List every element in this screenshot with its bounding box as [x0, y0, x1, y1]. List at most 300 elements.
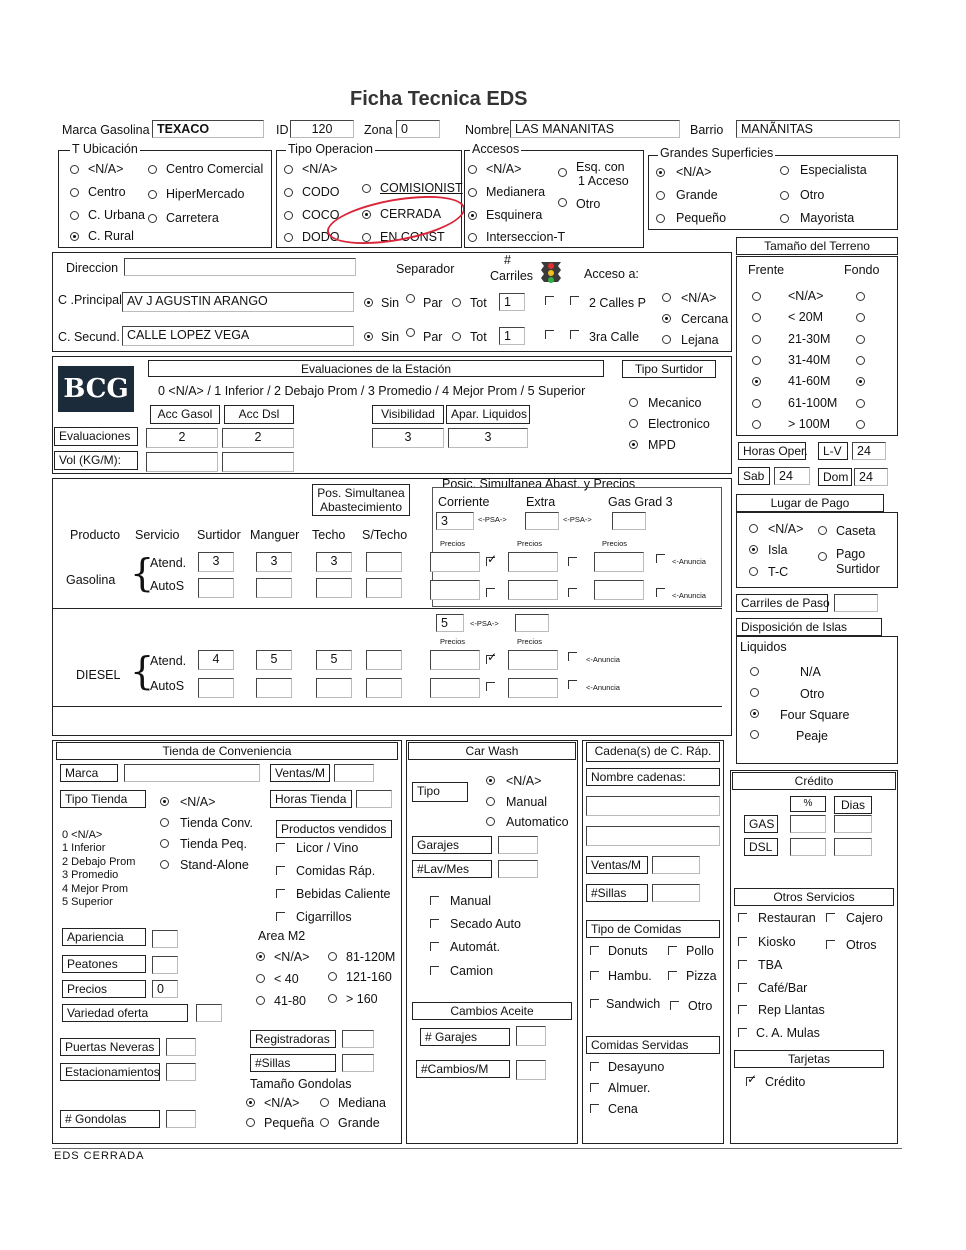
horas-tienda-label: Horas Tienda — [270, 790, 352, 808]
col-producto: Producto — [70, 528, 121, 542]
carwash-tipo-label: Tipo — [412, 782, 468, 802]
gas-atend-stecho-field[interactable] — [366, 552, 402, 572]
prod-cigarrillos-check[interactable] — [276, 912, 285, 921]
dsl-atend-precio-extra[interactable] — [508, 650, 558, 670]
gas-atend-precio-grad3[interactable] — [594, 552, 644, 572]
puertas-field[interactable] — [166, 1038, 196, 1056]
gas-credito-label: GAS — [744, 815, 778, 833]
n-garajes-label: # Garajes — [420, 1028, 510, 1046]
tienda-na-radio[interactable] — [160, 797, 169, 806]
otros-servicios-header: Otros Servicios — [734, 888, 894, 906]
dsl-atend-anuncia-corr-check[interactable] — [486, 655, 495, 664]
acc-opt: Esq. con — [576, 160, 625, 174]
acc-radio-esquinera[interactable] — [468, 211, 477, 220]
desayuno-check[interactable] — [590, 1062, 599, 1071]
acc-radio-esq[interactable] — [558, 168, 567, 177]
rep-llantas-check[interactable] — [738, 1005, 747, 1014]
zona-field[interactable]: 0 — [396, 120, 440, 138]
precios-label: Precios — [517, 539, 543, 548]
n-cambios-field[interactable] — [516, 1060, 546, 1080]
gondolas-label: # Gondolas — [60, 1110, 160, 1128]
nombre-cadenas-field-1[interactable] — [586, 796, 720, 816]
sandwich-check[interactable] — [590, 999, 599, 1008]
gas-atend-techo-field[interactable]: 3 — [316, 552, 352, 572]
otros-opt: Otros — [846, 938, 877, 952]
dsl-atend-manguer-field[interactable]: 5 — [256, 650, 292, 670]
tipo-operacion-label: Tipo Operacion — [288, 142, 373, 156]
estacionamientos-field[interactable] — [166, 1063, 196, 1081]
gas-autos-anuncia-extra-check[interactable] — [568, 588, 577, 597]
secund-3ra-check[interactable] — [570, 330, 579, 339]
marca-field[interactable]: TEXACO — [152, 120, 264, 138]
ubicacion-opt: Carretera — [166, 211, 219, 225]
registradoras-field[interactable] — [342, 1030, 374, 1048]
prod-opt: Cigarrillos — [296, 910, 352, 924]
terreno-option-label: <N/A> — [788, 289, 824, 303]
precios-label: Precios — [440, 539, 466, 548]
nombre-label: Nombre — [465, 123, 510, 137]
cajero-check[interactable] — [826, 913, 835, 922]
vol-gasol-field[interactable] — [146, 452, 218, 472]
tarjetas-header: Tarjetas — [734, 1050, 884, 1068]
gas-grad3-field[interactable] — [612, 512, 646, 530]
op-opt: CODO — [302, 185, 340, 199]
surtidor-mpd-radio[interactable] — [629, 440, 638, 449]
tienda-opt: Tienda Peq. — [180, 837, 247, 851]
ubicacion-opt: C. Urbana — [88, 208, 145, 222]
frente-label: Frente — [748, 263, 785, 277]
ubicacion-radio-carretera[interactable] — [148, 214, 157, 223]
evaluaciones-header: Evaluaciones de la Estación — [148, 360, 604, 377]
secund-field[interactable]: CALLE LOPEZ VEGA — [122, 326, 354, 346]
gas-autos-stecho-field[interactable] — [366, 578, 402, 598]
horas-tienda-field[interactable] — [356, 790, 392, 808]
tienda-ventas-field[interactable] — [334, 764, 374, 782]
fondo-radio[interactable] — [856, 420, 865, 429]
ubicacion-radio-centro[interactable] — [70, 188, 79, 197]
cw-camion-check[interactable] — [430, 966, 439, 975]
surtidor-opt: MPD — [648, 438, 676, 452]
principal-check-a[interactable] — [545, 296, 554, 305]
gas-atend-precio-corr[interactable] — [430, 552, 480, 572]
fondo-radio[interactable] — [856, 335, 865, 344]
tienda-marca-field[interactable] — [124, 764, 260, 782]
puertas-label: Puertas Neveras — [60, 1038, 160, 1056]
apariencia-field[interactable] — [152, 930, 178, 948]
frente-radio[interactable] — [752, 399, 761, 408]
op-radio-comisionist[interactable] — [362, 184, 371, 193]
islas-na-radio[interactable] — [750, 667, 759, 676]
prod-licor-check[interactable] — [276, 843, 285, 852]
gond-mediana-radio[interactable] — [320, 1098, 329, 1107]
precios-label-tienda: Precios — [62, 980, 146, 998]
nombre-cadenas-field-2[interactable] — [586, 826, 720, 846]
secund-sin-radio[interactable] — [364, 332, 373, 341]
diesel-label: DIESEL — [76, 668, 121, 682]
horas-oper-label: Horas Oper. — [738, 442, 806, 460]
acceso-lejana-radio[interactable] — [662, 335, 671, 344]
lv-field[interactable]: 24 — [852, 442, 886, 460]
fondo-radio[interactable] — [856, 356, 865, 365]
area-41-radio[interactable] — [256, 996, 265, 1005]
islas-foursquare-radio[interactable] — [750, 709, 759, 718]
gas-autos-manguer-field[interactable] — [256, 578, 292, 598]
frente-radio[interactable] — [752, 356, 761, 365]
n-garajes-field[interactable] — [516, 1026, 546, 1046]
dsl-atend-stecho-field[interactable] — [366, 650, 402, 670]
op-radio-coco[interactable] — [284, 211, 293, 220]
dsl-atend-surtidor-field[interactable]: 4 — [198, 650, 234, 670]
pago-tc-radio[interactable] — [749, 567, 758, 576]
dsl-autos-precio-corr[interactable] — [430, 678, 480, 698]
carwash-auto-radio[interactable] — [486, 817, 495, 826]
gas-autos-anuncia-corr-check[interactable] — [486, 588, 495, 597]
dsl-autos-surtidor-field[interactable] — [198, 678, 234, 698]
pago-opt: <N/A> — [768, 522, 804, 536]
prod-opt: Bebidas Caliente — [296, 887, 391, 901]
credito-header: Crédito — [732, 772, 896, 790]
acc-opt: <N/A> — [486, 162, 522, 176]
dias-label: Dias — [834, 796, 872, 814]
secund-check-a[interactable] — [545, 330, 554, 339]
credito-card-check[interactable] — [746, 1077, 755, 1086]
dom-field[interactable]: 24 — [854, 468, 888, 486]
apar-liquidos-field[interactable]: 3 — [448, 428, 528, 448]
peatones-field[interactable] — [152, 956, 178, 974]
otros-opt: TBA — [758, 958, 783, 972]
scale-item: 5 Superior — [62, 896, 113, 909]
par-label: Par — [423, 296, 443, 310]
cw-automat-check[interactable] — [430, 942, 439, 951]
gond-opt: Mediana — [338, 1096, 386, 1110]
pago-opt: Pago — [836, 547, 866, 561]
prod-comidas-check[interactable] — [276, 866, 285, 875]
gas-autos-precio-grad3[interactable] — [594, 580, 644, 600]
otros-opt: Rep Llantas — [758, 1003, 825, 1017]
dsl-autos-stecho-field[interactable] — [366, 678, 402, 698]
gond-opt: Pequeña — [264, 1116, 315, 1130]
frente-radio[interactable] — [752, 292, 761, 301]
secund-carriles-field[interactable]: 1 — [499, 327, 525, 345]
pago-opt: Caseta — [836, 524, 876, 538]
ca-mulas-check[interactable] — [738, 1028, 747, 1037]
brace-icon: { — [130, 649, 155, 693]
cadenas-ventas-label: Ventas/M — [586, 856, 648, 874]
area-opt: < 40 — [274, 972, 299, 986]
scale-item: 3 Promedio — [62, 869, 119, 882]
ubicacion-opt: <N/A> — [88, 162, 124, 176]
acc-radio-otro[interactable] — [558, 198, 567, 207]
principal-sin-radio[interactable] — [364, 298, 373, 307]
op-radio-na[interactable] — [284, 165, 293, 174]
area-40-radio[interactable] — [256, 974, 265, 983]
tot-label: Tot — [470, 330, 487, 344]
principal-carriles-field[interactable]: 1 — [499, 293, 525, 311]
scale-item: 1 Inferior — [62, 842, 106, 855]
direccion-field[interactable] — [124, 258, 356, 276]
variedad-label: Variedad oferta — [62, 1004, 188, 1022]
tamano-terreno-header: Tamaño del Terreno — [736, 237, 898, 255]
gas-atend-precio-extra[interactable] — [508, 552, 558, 572]
producto-divider — [52, 706, 722, 707]
principal-tot-radio[interactable] — [452, 298, 461, 307]
ubicacion-opt: HiperMercado — [166, 187, 245, 201]
op-opt: EN CONST — [380, 230, 445, 244]
tienda-stand-radio[interactable] — [160, 860, 169, 869]
col-manguer: Manguer — [250, 528, 300, 542]
acceso-na-radio[interactable] — [662, 293, 671, 302]
zona-label: Zona — [364, 123, 393, 137]
dsl-pct-field[interactable] — [790, 838, 826, 856]
acc-opt: Otro — [576, 197, 601, 211]
comida-opt: Sandwich — [606, 997, 661, 1011]
registradoras-label: Registradoras — [250, 1030, 336, 1048]
accesos-label: Accesos — [472, 142, 520, 156]
carwash-na-radio[interactable] — [486, 776, 495, 785]
otros-opt: Cajero — [846, 911, 883, 925]
gond-na-radio[interactable] — [246, 1098, 255, 1107]
dsl-autos-techo-field[interactable] — [316, 678, 352, 698]
prod-bebidas-check[interactable] — [276, 889, 285, 898]
garajes-label: Garajes — [412, 836, 492, 854]
carwash-opt: Manual — [506, 795, 547, 809]
servida-opt: Desayuno — [608, 1060, 665, 1074]
frente-radio[interactable] — [752, 335, 761, 344]
tipo-comidas-label: Tipo de Comidas — [586, 920, 720, 938]
area-121-radio[interactable] — [328, 972, 337, 981]
servida-opt: Cena — [608, 1102, 638, 1116]
dsl-autos-anuncia-corr-check[interactable] — [486, 682, 495, 691]
visibilidad-field[interactable]: 3 — [372, 428, 444, 448]
ubicacion-radio-rural[interactable] — [70, 232, 79, 241]
principal-2calles-check[interactable] — [570, 296, 579, 305]
op-radio-dodo[interactable] — [284, 233, 293, 242]
gas-autos-techo-field[interactable] — [316, 578, 352, 598]
pollo-check[interactable] — [668, 946, 677, 955]
cw-secado-check[interactable] — [430, 919, 439, 928]
frente-radio[interactable] — [752, 420, 761, 429]
productos-label: Productos vendidos — [276, 820, 392, 838]
fondo-radio[interactable] — [856, 399, 865, 408]
gs-opt: Grande — [676, 188, 718, 202]
islas-opt: N/A — [800, 665, 821, 679]
precios-label: Precios — [602, 539, 628, 548]
lav-field[interactable] — [498, 860, 538, 878]
gas-autos-precio-corr[interactable] — [430, 580, 480, 600]
apariencia-label: Apariencia — [62, 928, 146, 946]
terreno-option-label: 41-60M — [788, 374, 831, 389]
area-81-radio[interactable] — [328, 952, 337, 961]
dsl-dias-field[interactable] — [834, 838, 872, 856]
hambu-check[interactable] — [590, 971, 599, 980]
gas-atend-anuncia-grad3-check[interactable] — [656, 554, 665, 563]
lv-label: L-V — [818, 442, 848, 460]
ubicacion-radio-hiper[interactable] — [148, 190, 157, 199]
garajes-field[interactable] — [498, 836, 538, 854]
op-radio-codo[interactable] — [284, 188, 293, 197]
sin-label: Sin — [381, 330, 400, 344]
almuer-check[interactable] — [590, 1083, 599, 1092]
evaluaciones-scale: 0 <N/A> / 1 Inferior / 2 Debajo Prom / 3 Promedio / 4 Mejor Prom / 5 Superior — [158, 384, 586, 398]
gas-atend-manguer-field[interactable]: 3 — [256, 552, 292, 572]
area-na-radio[interactable] — [256, 952, 265, 961]
cadenas-ventas-field[interactable] — [652, 856, 700, 874]
carriles-paso-label: Carriles de Paso — [736, 594, 828, 612]
variedad-field[interactable] — [196, 1004, 222, 1022]
gas-autos-precio-extra[interactable] — [508, 580, 558, 600]
tienda-opt: <N/A> — [180, 795, 216, 809]
gond-grande-radio[interactable] — [320, 1118, 329, 1127]
vol-dsl-field[interactable] — [222, 452, 294, 472]
id-field[interactable]: 120 — [290, 120, 354, 138]
tipo-surtidor-header: Tipo Surtidor — [622, 360, 716, 378]
gond-opt: <N/A> — [264, 1096, 300, 1110]
gas-dias-field[interactable] — [834, 815, 872, 833]
otro-comida-check[interactable] — [670, 1001, 679, 1010]
secund-tot-radio[interactable] — [452, 332, 461, 341]
islas-opt: Four Square — [780, 708, 850, 722]
acc-radio-interseccion[interactable] — [468, 233, 477, 242]
tba-check[interactable] — [738, 960, 747, 969]
acc-radio-na[interactable] — [468, 165, 477, 174]
principal-field[interactable]: AV J AGUSTIN ARANGO — [122, 292, 354, 312]
pago-opt: Isla — [768, 543, 788, 557]
gas-pct-field[interactable] — [790, 815, 826, 833]
marca-label: Marca Gasolina — [62, 123, 150, 137]
tienda-peq-radio[interactable] — [160, 839, 169, 848]
ubicacion-radio-na[interactable] — [70, 165, 79, 174]
precios-field[interactable]: 0 — [152, 980, 178, 998]
gs-radio-na[interactable] — [656, 168, 665, 177]
gs-radio-pequeno[interactable] — [656, 214, 665, 223]
anuncia-label: <-Anuncia — [672, 591, 706, 600]
islas-otro-radio[interactable] — [750, 688, 759, 697]
acc-opt: 1 Acceso — [578, 174, 629, 188]
pago-isla-radio[interactable] — [749, 545, 758, 554]
gas-extra-field[interactable] — [525, 512, 559, 530]
comida-opt: Otro — [688, 999, 713, 1013]
barrio-label: Barrio — [690, 123, 724, 137]
comida-opt: Donuts — [608, 944, 648, 958]
kiosko-check[interactable] — [738, 937, 747, 946]
traffic-light-icon — [538, 258, 564, 288]
corriente-label: Corriente — [438, 495, 490, 509]
gond-pequena-radio[interactable] — [246, 1118, 255, 1127]
gs-radio-otro[interactable] — [780, 191, 789, 200]
area-opt: > 160 — [346, 992, 378, 1006]
acceso-a-label: Acceso a: — [584, 267, 639, 281]
tipo-tienda-label: Tipo Tienda — [60, 790, 146, 808]
tienda-opt: Tienda Conv. — [180, 816, 253, 830]
carwash-manual-radio[interactable] — [486, 797, 495, 806]
terreno-option-label: 61-100M — [788, 395, 838, 410]
gas-atend-anuncia-extra-check[interactable] — [568, 557, 577, 566]
islas-peaje-radio[interactable] — [750, 730, 759, 739]
sab-field[interactable]: 24 — [774, 467, 810, 485]
dsl-extra-field[interactable] — [515, 614, 549, 632]
tienda-conv-radio[interactable] — [160, 818, 169, 827]
cw-manual-check[interactable] — [430, 896, 439, 905]
donuts-check[interactable] — [590, 946, 599, 955]
dsl-atend-precio-corr[interactable] — [430, 650, 480, 670]
cafe-check[interactable] — [738, 983, 747, 992]
ubicacion-radio-urbana[interactable] — [70, 211, 79, 220]
area-160-radio[interactable] — [328, 994, 337, 1003]
evaluaciones-label: Evaluaciones — [54, 427, 138, 446]
precios-label: Precios — [440, 637, 466, 646]
grandes-superficies-label: Grandes Superficies — [660, 146, 774, 160]
gs-radio-especialista[interactable] — [780, 166, 789, 175]
gs-radio-mayorista[interactable] — [780, 214, 789, 223]
dsl-atend-techo-field[interactable]: 5 — [316, 650, 352, 670]
carriles-paso-field[interactable] — [834, 594, 878, 612]
gs-radio-grande[interactable] — [656, 191, 665, 200]
gas-corriente-field[interactable]: 3 — [436, 512, 474, 530]
acc-radio-medianera[interactable] — [468, 188, 477, 197]
gasolina-label: Gasolina — [66, 573, 116, 587]
secund-par-radio[interactable] — [406, 328, 415, 337]
pct-label: % — [790, 796, 826, 812]
pago-caseta-radio[interactable] — [818, 526, 827, 535]
gasgrad3-label: Gas Grad 3 — [608, 495, 673, 509]
acc-dsl-field[interactable]: 2 — [222, 428, 294, 448]
dsl-autos-precio-extra[interactable] — [508, 678, 558, 698]
acceso-cercana-radio[interactable] — [662, 314, 671, 323]
tienda-header: Tienda de Conveniencia — [56, 742, 398, 760]
principal-par-radio[interactable] — [406, 294, 415, 303]
pago-surtidor-radio[interactable] — [818, 552, 827, 561]
gas-atend-anuncia-corr-check[interactable] — [486, 557, 495, 566]
cadenas-sillas-field[interactable] — [652, 884, 700, 902]
gondolas-field[interactable] — [166, 1110, 196, 1128]
carriles-hash: # — [504, 253, 511, 267]
3racalle-label: 3ra Calle — [589, 330, 640, 344]
fondo-radio[interactable] — [856, 292, 865, 301]
pago-na-radio[interactable] — [749, 524, 758, 533]
dsl-autos-anuncia-extra-check[interactable] — [568, 680, 577, 689]
posic-title: Posic. Simultanea Abast. y Precios — [442, 477, 636, 491]
n-cambios-label: #Cambios/M — [416, 1060, 510, 1078]
gas-atend-surtidor-field[interactable]: 3 — [198, 552, 234, 572]
cw-opt: Manual — [450, 894, 491, 908]
secund-label: C. Secund. — [58, 330, 120, 344]
ubicacion-radio-cc[interactable] — [148, 165, 157, 174]
dsl-corriente-field[interactable]: 5 — [436, 614, 464, 632]
carwash-opt: Automatico — [506, 815, 569, 829]
surtidor-electronico-radio[interactable] — [629, 419, 638, 428]
restauran-check[interactable] — [738, 913, 747, 922]
acceso-opt: <N/A> — [681, 291, 717, 305]
gas-autos-surtidor-field[interactable] — [198, 578, 234, 598]
cena-check[interactable] — [590, 1104, 599, 1113]
dsl-autos-manguer-field[interactable] — [256, 678, 292, 698]
col-stecho: S/Techo — [362, 528, 408, 542]
sillas-field[interactable] — [342, 1054, 374, 1072]
principal-label: C .Principal — [58, 293, 122, 307]
op-opt: COCO — [302, 208, 340, 222]
acc-gasol-field[interactable]: 2 — [146, 428, 218, 448]
atend-label: Atend. — [150, 556, 187, 570]
nombre-field[interactable]: LAS MANANITAS — [510, 120, 680, 138]
otros-check[interactable] — [826, 940, 835, 949]
surtidor-mecanico-radio[interactable] — [629, 398, 638, 407]
gas-autos-anuncia-grad3-check[interactable] — [656, 588, 665, 597]
dsl-atend-anuncia-extra-check[interactable] — [568, 652, 577, 661]
visibilidad-label: Visibilidad — [372, 405, 444, 424]
barrio-field[interactable]: MANÃNITAS — [736, 120, 900, 138]
pizza-check[interactable] — [668, 971, 677, 980]
dom-label: Dom — [818, 468, 852, 486]
